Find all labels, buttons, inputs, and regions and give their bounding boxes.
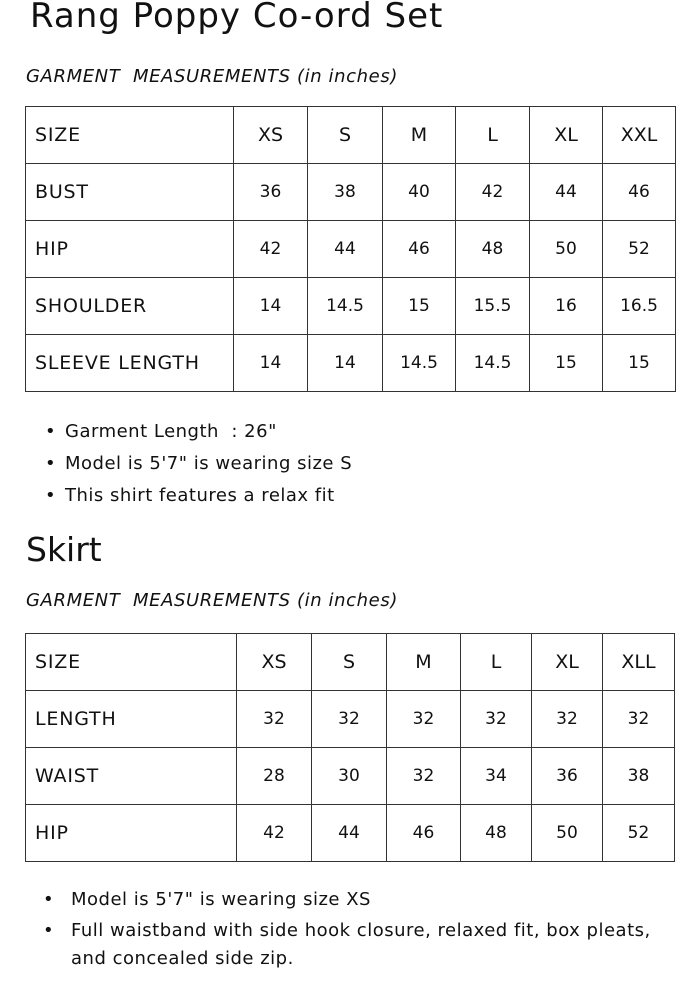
skirt-notes-list xyxy=(25,886,685,976)
table-header-cell: M xyxy=(383,107,456,164)
subtitle-main: GARMENT MEASUREMENTS xyxy=(26,66,291,87)
table-header-cell: XS xyxy=(237,634,312,691)
subtitle-unit-note: (in inches) xyxy=(297,66,398,87)
table-row xyxy=(26,748,675,805)
table-header-cell: XLL xyxy=(603,634,675,691)
list-item: • Model is 5'7" is wearing size S xyxy=(25,448,685,480)
table-cell: 14.5 xyxy=(383,335,456,392)
table-cell: 15 xyxy=(603,335,676,392)
list-item: • Full waistband with side hook closure, relaxed fit, box pleats, and concealed side zip. xyxy=(25,917,685,973)
table-row xyxy=(26,221,676,278)
table-cell: 46 xyxy=(603,164,676,221)
table-cell: 52 xyxy=(603,221,676,278)
table-cell: 14 xyxy=(234,335,308,392)
top-notes-list xyxy=(25,416,685,512)
skirt-measurements-table xyxy=(25,633,675,862)
table-header-cell: S xyxy=(312,634,387,691)
table-cell: 14.5 xyxy=(456,335,530,392)
table-header-cell: XL xyxy=(532,634,603,691)
table-row xyxy=(26,691,675,748)
table-cell: 44 xyxy=(308,221,383,278)
table-cell: 42 xyxy=(237,805,312,862)
table-cell: 46 xyxy=(387,805,461,862)
table-cell: 36 xyxy=(532,748,603,805)
table-cell: 32 xyxy=(461,691,532,748)
row-label: LENGTH xyxy=(26,691,237,748)
table-row xyxy=(26,278,676,335)
top-measurements-table xyxy=(25,106,676,392)
table-header-cell: XXL xyxy=(603,107,676,164)
table-header-cell: S xyxy=(308,107,383,164)
table-cell: 28 xyxy=(237,748,312,805)
table-cell: 15 xyxy=(530,335,603,392)
table-cell: 14.5 xyxy=(308,278,383,335)
row-label: BUST xyxy=(26,164,234,221)
row-label: WAIST xyxy=(26,748,237,805)
table-header-cell: L xyxy=(461,634,532,691)
table-cell: 50 xyxy=(532,805,603,862)
table-cell: 52 xyxy=(603,805,675,862)
table-cell: 38 xyxy=(603,748,675,805)
table-row xyxy=(26,335,676,392)
garment-measurements-heading xyxy=(26,66,398,87)
table-cell: 44 xyxy=(530,164,603,221)
table-cell: 48 xyxy=(456,221,530,278)
row-label: HIP xyxy=(26,805,237,862)
table-cell: 15.5 xyxy=(456,278,530,335)
table-cell: 15 xyxy=(383,278,456,335)
table-cell: 36 xyxy=(234,164,308,221)
table-row xyxy=(26,164,676,221)
table-cell: 38 xyxy=(308,164,383,221)
table-header-cell: L xyxy=(456,107,530,164)
row-label: SHOULDER xyxy=(26,278,234,335)
table-cell: 30 xyxy=(312,748,387,805)
subtitle-unit-note: (in inches) xyxy=(297,590,398,611)
list-item: • Model is 5'7" is wearing size XS xyxy=(25,886,685,914)
table-cell: 44 xyxy=(312,805,387,862)
row-label: HIP xyxy=(26,221,234,278)
table-cell: 14 xyxy=(234,278,308,335)
skirt-measurements-heading xyxy=(26,590,398,611)
table-cell: 32 xyxy=(387,748,461,805)
list-item: • Garment Length : 26" xyxy=(25,416,685,448)
page-title: Rang Poppy Co-ord Set xyxy=(30,0,444,36)
table-header-cell: SIZE xyxy=(26,634,237,691)
table-cell: 32 xyxy=(237,691,312,748)
table-cell: 34 xyxy=(461,748,532,805)
table-cell: 42 xyxy=(456,164,530,221)
skirt-section-title: Skirt xyxy=(26,530,102,569)
table-header-cell: M xyxy=(387,634,461,691)
table-row xyxy=(26,805,675,862)
subtitle-main: GARMENT MEASUREMENTS xyxy=(26,590,291,611)
table-cell: 16 xyxy=(530,278,603,335)
table-cell: 48 xyxy=(461,805,532,862)
table-header-cell: XS xyxy=(234,107,308,164)
table-header-row xyxy=(26,107,676,164)
table-cell: 32 xyxy=(532,691,603,748)
table-cell: 40 xyxy=(383,164,456,221)
table-header-cell: XL xyxy=(530,107,603,164)
row-label: SLEEVE LENGTH xyxy=(26,335,234,392)
table-header-cell: SIZE xyxy=(26,107,234,164)
table-cell: 32 xyxy=(603,691,675,748)
table-cell: 42 xyxy=(234,221,308,278)
table-cell: 14 xyxy=(308,335,383,392)
table-cell: 32 xyxy=(387,691,461,748)
table-cell: 16.5 xyxy=(603,278,676,335)
table-cell: 50 xyxy=(530,221,603,278)
table-header-row xyxy=(26,634,675,691)
table-cell: 46 xyxy=(383,221,456,278)
list-item: • This shirt features a relax fit xyxy=(25,480,685,512)
table-cell: 32 xyxy=(312,691,387,748)
